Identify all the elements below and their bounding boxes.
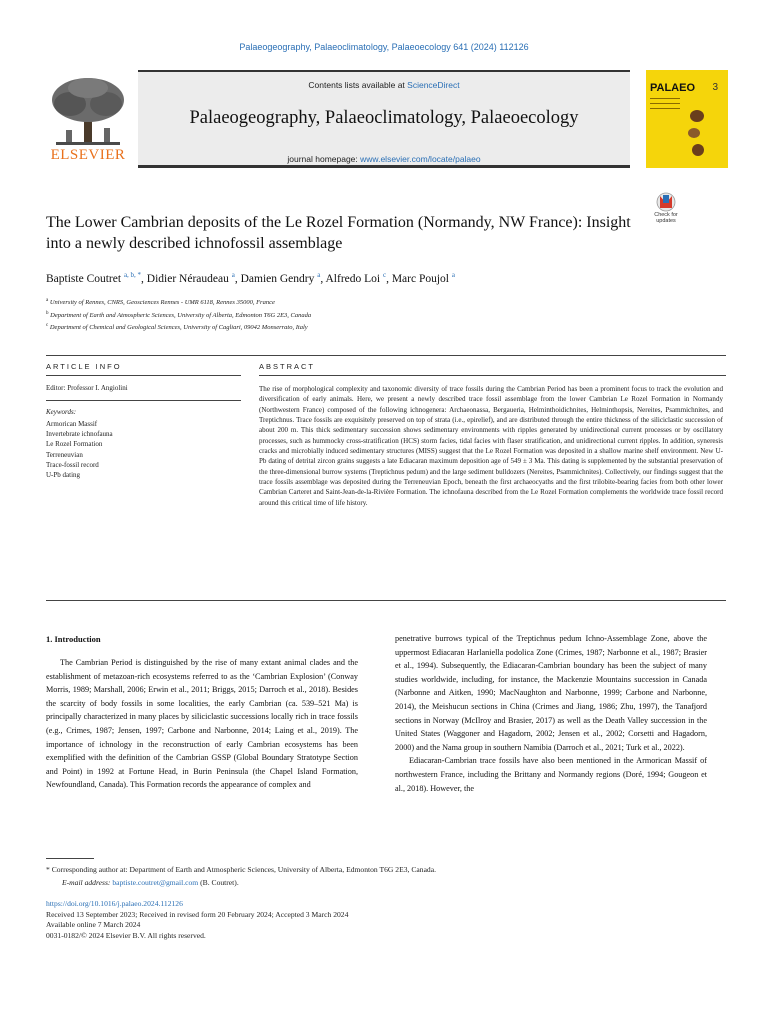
received-dates: Received 13 September 2023; Received in revised form 20 February 2024; Accepted 3 March 2024 (46, 909, 349, 919)
footnote-divider (46, 858, 94, 859)
cover-fossil-image (688, 128, 700, 138)
author-affiliation-marker[interactable]: c (382, 271, 387, 279)
body-column-left (46, 656, 358, 792)
keyword-item: Armorican Massif (46, 420, 98, 428)
keyword-item: Le Rozel Formation (46, 440, 103, 449)
keywords-label: Keywords: (46, 408, 77, 416)
crossmark-label: Check for updates (654, 212, 678, 224)
body-paragraph: Ediacaran-Cambrian trace fossils have also been mentioned in the Armorican Massif of northwestern France, including the Brittany and Normandy regions (Doré, 1994; Gougeon et al., 2018). However, the (395, 756, 707, 793)
section-divider (46, 600, 726, 601)
author-name[interactable]: Baptiste Coutret (46, 272, 122, 285)
author-affiliation-marker[interactable]: a (317, 271, 321, 279)
corresponding-author-footnote (46, 864, 726, 889)
section-heading-introduction: 1. Introduction (46, 634, 101, 644)
author-email-link[interactable]: baptiste.coutret@gmail.com (112, 877, 199, 887)
masthead-band (138, 70, 630, 168)
author-affiliation-marker[interactable]: a, b, * (123, 271, 142, 279)
affiliation-text: Department of Chemical and Geological Sciences, University of Cagliari, 09042 Monserrato, Italy (49, 324, 308, 332)
abstract-text: The rise of morphological complexity and taxonomic diversity of trace fossils during the Cambrian Period has been a prominent focus to track the evolution and diversification of early animals. Here, we present a newly described trace fossil assemblage from the lower Cambrian Le Rozel Formation in Normandy (Northwestern France) composed of the following ichnogenera: Archaeonassa, Bergaueria, Helminthoidichnites, Helminthopsis, Nereites, Psammichnites, and Treptichnus. Trace fossils are exquisitely preserved on top of strata (i.e., epirelief), and are distributed through the entire thickness of the siliciclastic succession of about 200 m. This thick sedimentary succession shows sedimentary environments with ripples generated by unidirectional current processes or by oscillatory processes, such as hummocky cross-stratification (HCS) storm facies, tidal facies with flaser stratification, and unidirectional current ripples. In addition, syneresis cracks and microbially induced sedimentary structures (MISS) suggest that the Le Rozel Formation was deposited in a shallow marine shelf environment. New U-Pb dating of detrital zircon grains suggests a late Ediacaran maximum deposition age of 549 ± 3 Ma. This dating is supplemented by the substantial preservation of the three-dimensional burrow systems (Treptichnus pedum) and the large sediment bulldozers (Nereites, Psammichnites). Collectively, our findings suggest that the trace fossils assemblage was deposited during the Terreneuvian Epoch, beneath the first archaeocyaths and the first trilobite-bearing facies from both other lower Cambrian Carteret and Saint-Jean-de-la-Rivière Formation. The ichnofauna described from the Le Rozel Formation complements the worldwide trace fossil record around this critical time of life history. (259, 385, 723, 507)
article-history (46, 899, 726, 941)
affiliation-key: c (46, 323, 49, 329)
corresponding-author-note: * Corresponding author at: Department of Earth and Atmospheric Sciences, University of Alberta, Edmonton T6G 2E3, Canada. (46, 865, 437, 874)
cover-rule (650, 98, 680, 99)
section-divider (259, 375, 726, 376)
body-column-right (395, 632, 707, 795)
keyword-item: U-Pb dating (46, 471, 81, 480)
crossmark-icon (646, 192, 686, 212)
author-affiliation-marker[interactable]: a (451, 271, 455, 279)
affiliation-key: a (46, 298, 49, 303)
body-paragraph: The Cambrian Period is distinguished by the rise of many extant animal clades and the establishment of metazoan-rich ecosystems referred to as the ‘Cambrian Explosion’ (Conway Morris, 1989; Marshall, 2006; Erwin et al., 2011; Briggs, 2015; Darroch et al., 2018). Besides the scarcity of body fossils in some localities, the early Cambrian (ca. 539–521 Ma) is principally characterized in many places by siliciclastic successions locally rich in trace fossils (e.g., Crimes, 1987; Jensen, 1997; Carbone and Narbonne, 2014; Laing et al., 2019). The importance of ichnology in the reconstruction of early Cambrian ecosystems has been exemplified with the definition of the Cambrian GSSP (Global Boundary Stratotype Section and Point) in 1992 at Fortune Head, in Burin Peninsula (the Chapel Island Formation, Newfoundland, Canada). This Formation records the appearance of complex and (46, 658, 358, 790)
journal-reference-link[interactable]: Palaeogeography, Palaeoclimatology, Palaeoecology 641 (2024) 112126 (239, 42, 529, 52)
article-title: The Lower Cambrian deposits of the Le Rozel Formation (Normandy, NW France): Insight into a newly described ichnofossil assemblage (46, 214, 631, 252)
contents-available-line (138, 80, 630, 90)
homepage-prefix: journal homepage: (287, 154, 361, 164)
affiliation-list (46, 296, 726, 334)
author-name[interactable]: Didier Néraudeau (146, 272, 229, 285)
cover-number: 3 (712, 82, 718, 93)
copyright-line: 0031-0182/© 2024 Elsevier B.V. All rights reserved. (46, 930, 206, 940)
author-name[interactable]: Alfredo Loi (325, 272, 381, 285)
journal-homepage-line (138, 154, 630, 164)
affiliation-text: Department of Earth and Atmospheric Sciences, University of Alberta, Edmonton T6G 2E3, Canada (50, 311, 312, 319)
keyword-item: Invertebrate ichnofauna (46, 430, 113, 439)
abstract-heading: ABSTRACT (259, 362, 316, 371)
journal-masthead (46, 70, 728, 168)
author-name[interactable]: Damien Gendry (240, 272, 315, 285)
elsevier-wordmark: ELSEVIER (50, 147, 126, 163)
email-suffix: (B. Coutret). (198, 877, 239, 887)
keyword-item: Terreneuvian (46, 450, 83, 459)
keyword-item: Trace-fossil record (46, 460, 99, 469)
affiliation-key: b (46, 310, 49, 316)
affiliation-item (46, 296, 726, 309)
elsevier-logo[interactable] (46, 70, 136, 168)
cover-rule (650, 108, 680, 109)
section-divider (46, 375, 241, 376)
available-online-date: Available online 7 March 2024 (46, 920, 141, 930)
cover-title: PALAEO (650, 82, 696, 94)
cover-rule (650, 103, 680, 104)
email-line (46, 877, 726, 890)
affiliation-text: University of Rennes, CNRS, Geosciences Rennes - UMR 6118, Rennes 35000, France (49, 299, 275, 307)
article-info-heading: ARTICLE INFO (46, 362, 122, 371)
cover-fossil-image (692, 144, 704, 156)
elsevier-tree-icon (46, 74, 130, 152)
check-for-updates-button[interactable] (646, 192, 686, 232)
journal-homepage-link[interactable]: www.elsevier.com/locate/palaeo (360, 154, 481, 164)
author-affiliation-marker[interactable]: a (231, 271, 235, 279)
author-list: Baptiste Coutret $^{a, b, *}$, Didier Néraudeau $^a$, Damien Gendry $^a$, Alfredo Loi $^c$, Marc Poujol $^a$ (46, 271, 455, 285)
doi-link[interactable]: https://doi.org/10.1016/j.palaeo.2024.112126 (46, 899, 183, 908)
cover-fossil-image (690, 110, 704, 122)
author-name[interactable]: Marc Poujol (391, 272, 450, 285)
email-label: E-mail address: (62, 877, 113, 887)
editor-line: Editor: Professor I. Angiolini (46, 384, 128, 392)
keyword-list (46, 419, 113, 480)
section-divider (46, 355, 726, 356)
body-paragraph: penetrative burrows typical of the Treptichnus pedum Ichno-Assemblage Zone, above the uppermost Ediacaran Harlaniella podolica Zone (Crimes, 1987; Narbonne et al., 1987; Brasier et al., 1994). Subsequently, the Ediacaran-Cambrian boundary has been the subject of many studies worldwide, including, for instance, the Mackenzie Mountains succession in Canada (Narbonne and Aitken, 1990; MacNaughton and Narbonne, 1999; Carbone and Narbonne, 2014), the Meishucun sections in China (Crimes and Jiang, 1986; Zhu, 1997), the Tanafjord sections in Norway (McIlroy and Brasier, 2017) as well as the Death Valley succession in the United States (Waggoner and Hagadorn, 2002; Jensen et al., 2002; Corsetti and Hagadorn, 2000) and the Nama group in southern Namibia (Darroch et al., 2021; Turk et al., 2022). (395, 634, 707, 752)
journal-cover-thumbnail[interactable] (646, 70, 728, 168)
sciencedirect-link[interactable]: ScienceDirect (407, 80, 460, 90)
journal-title: Palaeogeography, Palaeoclimatology, Palaeoecology (189, 108, 579, 128)
affiliation-item (46, 309, 726, 322)
section-divider (46, 400, 241, 401)
affiliation-item (46, 321, 726, 334)
contents-prefix: Contents lists available at (308, 80, 408, 90)
